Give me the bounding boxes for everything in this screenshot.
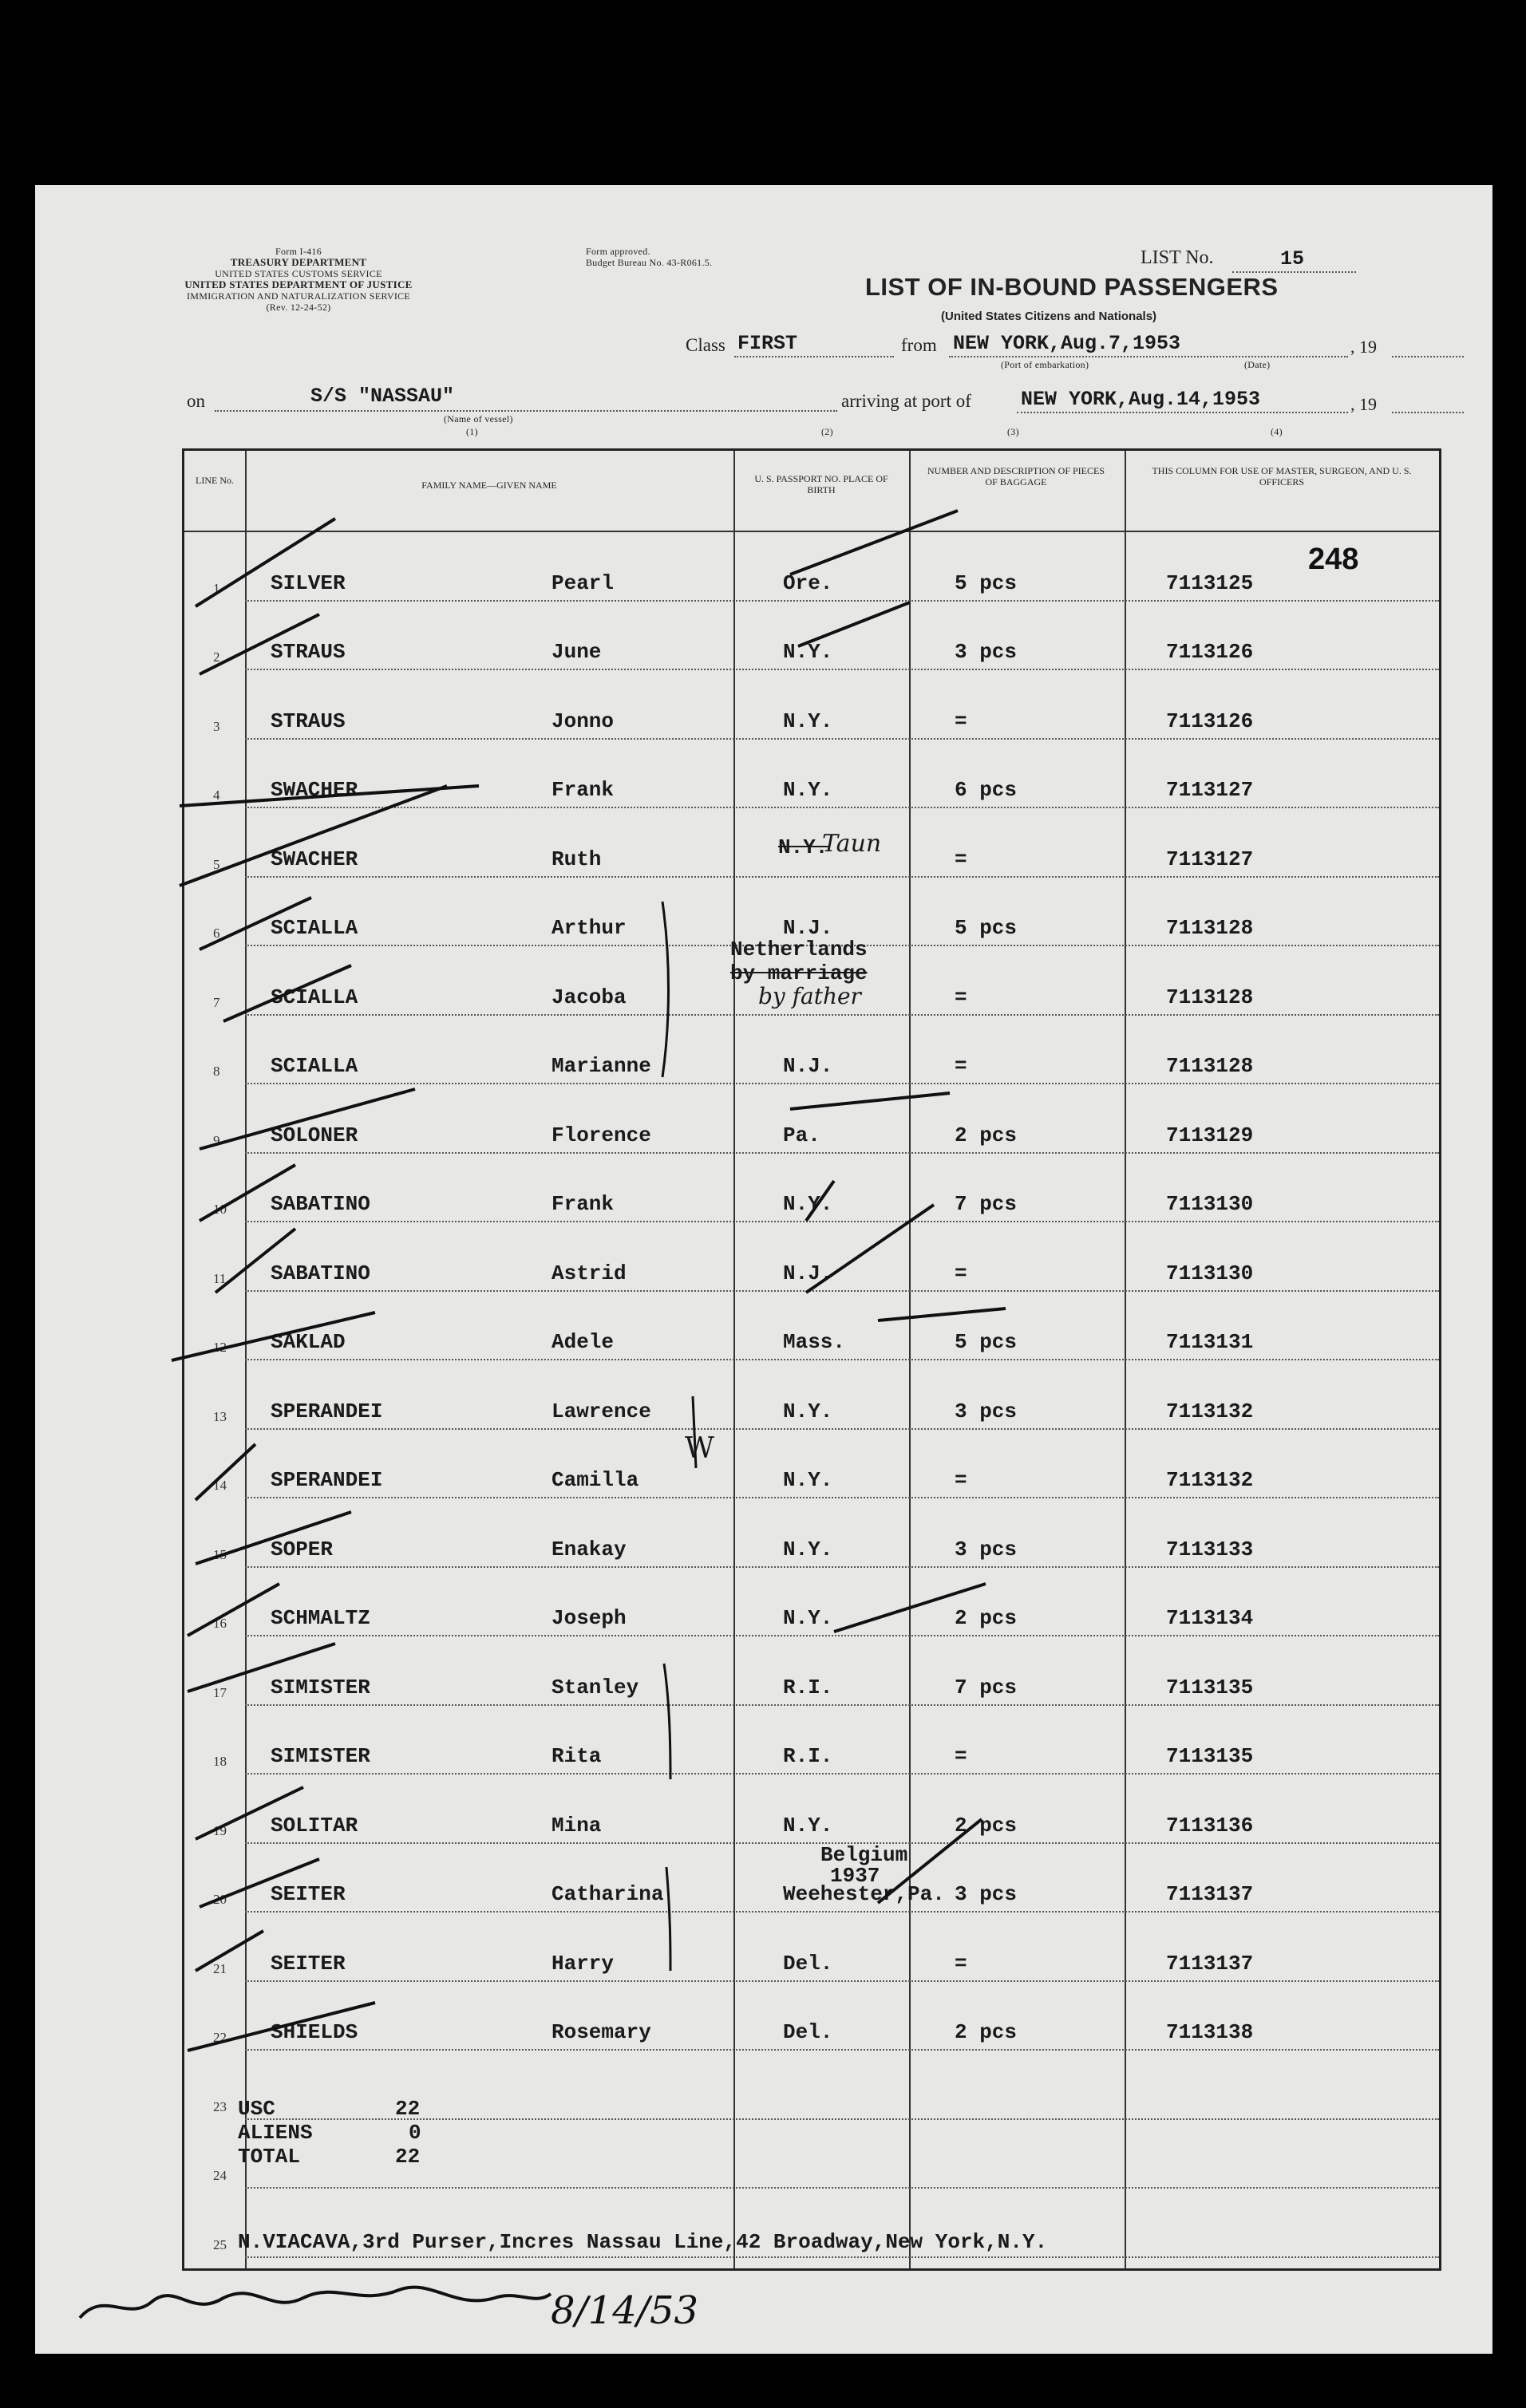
officer-code: 7113130	[1166, 1192, 1254, 1216]
arriving-value: NEW YORK,Aug.14,1953	[1021, 388, 1261, 411]
family-name: SOPER	[271, 1537, 334, 1561]
place-of-birth: N.Y.	[783, 778, 833, 802]
line-number: 18	[213, 1754, 227, 1769]
check-mark	[806, 1205, 934, 1293]
place-of-birth: Mass.	[783, 1330, 846, 1354]
given-name: Jonno	[551, 709, 615, 733]
bracket-mark	[662, 902, 669, 1077]
count-annotation: 248	[1308, 543, 1359, 576]
line-number: 21	[213, 1960, 227, 1976]
check-mark	[200, 614, 319, 674]
place-of-birth: N.Y.	[783, 640, 833, 664]
check-mark	[200, 1089, 415, 1149]
place-of-birth: Ore.	[783, 570, 833, 595]
page-subtitle: (United States Citizens and Nationals)	[941, 310, 1157, 323]
col-header-line: LINE No.	[196, 475, 234, 486]
officer-code: 7113133	[1166, 1537, 1254, 1561]
baggage-count: 2 pcs	[955, 2020, 1018, 2044]
family-name: SCIALLA	[271, 1054, 358, 1078]
given-name: Rita	[551, 1744, 602, 1768]
place-of-birth: N.Y.	[783, 1606, 833, 1630]
family-name: SPERANDEI	[271, 1399, 383, 1423]
place-of-birth: N.J.	[783, 1054, 833, 1078]
check-mark	[200, 1859, 319, 1907]
given-name: Enakay	[551, 1537, 627, 1561]
line-number: 8	[213, 1064, 220, 1079]
baggage-count: 2 pcs	[955, 1813, 1018, 1838]
belgium-year-note: 1937	[830, 1864, 880, 1888]
given-name: Astrid	[551, 1261, 627, 1285]
port-embarkation-note: (Port of embarkation)	[1001, 359, 1089, 370]
check-mark	[790, 511, 958, 574]
given-name: Frank	[551, 778, 615, 802]
given-name: Mina	[551, 1813, 602, 1838]
baggage-count: =	[955, 1468, 967, 1492]
baggage-count: =	[955, 1951, 967, 1976]
officer-code: 7113127	[1166, 778, 1254, 802]
from-caption: from	[901, 335, 937, 355]
given-name: Ruth	[551, 847, 602, 871]
form-number: Form I-416	[275, 246, 322, 257]
usc-value: 22	[395, 2097, 421, 2121]
line-number: 15	[213, 1546, 227, 1562]
given-name: Lawrence	[551, 1399, 651, 1423]
place-of-birth: N.Y.	[783, 1813, 833, 1838]
ruth-birth-note: N.Y.	[778, 835, 828, 859]
line-number: 14	[213, 1478, 227, 1493]
place-of-birth: N.Y.	[783, 1537, 833, 1561]
given-name: Catharina	[551, 1882, 664, 1906]
baggage-count: 3 pcs	[955, 1537, 1018, 1561]
line-number: 25	[213, 2236, 227, 2252]
baggage-count: =	[955, 985, 967, 1009]
officer-code: 7113131	[1166, 1330, 1254, 1354]
baggage-count: =	[955, 1054, 967, 1078]
baggage-count: 2 pcs	[955, 1606, 1018, 1630]
line-number: 10	[213, 1202, 227, 1217]
family-name: SABATINO	[271, 1192, 370, 1216]
check-mark	[790, 1093, 950, 1109]
date-note: (Date)	[1244, 359, 1271, 370]
bracket-mark	[666, 1867, 670, 1971]
bracket-mark	[664, 1664, 670, 1779]
check-mark	[188, 2003, 375, 2051]
check-mark	[196, 1787, 303, 1839]
year-suffix-1: , 19	[1350, 337, 1377, 357]
baggage-count: 5 pcs	[955, 570, 1018, 595]
check-mark	[223, 965, 351, 1021]
place-of-birth: N.Y.	[783, 1468, 833, 1492]
family-name: SIMISTER	[271, 1675, 370, 1699]
given-name: Stanley	[551, 1675, 639, 1699]
line-number: 9	[213, 1132, 220, 1148]
colnum-2: (2)	[821, 426, 833, 437]
on-caption: on	[187, 391, 205, 411]
place-of-birth: N.Y.	[783, 1192, 833, 1216]
customs-label: UNITED STATES CUSTOMS SERVICE	[215, 268, 382, 279]
check-mark	[806, 1181, 834, 1221]
check-mark	[188, 1644, 335, 1692]
list-no-caption: LIST No.	[1141, 247, 1214, 268]
colnum-1: (1)	[466, 426, 478, 437]
line-number: 7	[213, 994, 220, 1010]
place-of-birth: R.I.	[783, 1744, 833, 1768]
line-number: 23	[213, 2098, 227, 2114]
colnum-4: (4)	[1271, 426, 1283, 437]
family-name: SAKLAD	[271, 1330, 346, 1354]
line-number: 24	[213, 2168, 227, 2183]
total-value: 22	[395, 2145, 421, 2169]
place-of-birth: Del.	[783, 1951, 833, 1976]
line-number: 12	[213, 1340, 227, 1355]
family-name: SOLONER	[271, 1123, 358, 1147]
officer-code: 7113126	[1166, 709, 1254, 733]
check-mark	[196, 519, 335, 606]
budget-bureau-label: Budget Bureau No. 43-R061.5.	[586, 257, 713, 268]
baggage-count: 3 pcs	[955, 1882, 1018, 1906]
vessel-note: (Name of vessel)	[444, 413, 513, 424]
line-number: 2	[213, 649, 220, 665]
handwritten-signature	[80, 2288, 551, 2318]
aliens-label: ALIENS	[238, 2121, 313, 2145]
officer-code: 7113136	[1166, 1813, 1254, 1838]
family-name: STRAUS	[271, 640, 346, 664]
bracket-mark	[693, 1396, 696, 1468]
given-name: Joseph	[551, 1606, 627, 1630]
baggage-count: =	[955, 1261, 967, 1285]
class-value: FIRST	[737, 332, 798, 355]
place-of-birth: R.I.	[783, 1675, 833, 1699]
baggage-count: 5 pcs	[955, 1330, 1018, 1354]
revision-label: (Rev. 12-24-52)	[266, 302, 331, 313]
netherlands-note: Netherlands	[730, 938, 868, 961]
check-mark	[196, 1512, 351, 1564]
check-mark	[878, 1309, 1006, 1320]
baggage-count: =	[955, 709, 967, 733]
check-mark	[188, 1584, 279, 1636]
check-mark	[834, 1584, 986, 1632]
officer-code: 7113137	[1166, 1951, 1254, 1976]
check-mark	[196, 1444, 255, 1500]
officer-code: 7113138	[1166, 2020, 1254, 2044]
officer-code: 7113134	[1166, 1606, 1254, 1630]
baggage-count: 7 pcs	[955, 1675, 1018, 1699]
given-name: Camilla	[551, 1468, 639, 1492]
given-name: Adele	[551, 1330, 615, 1354]
check-mark	[878, 1819, 982, 1903]
baggage-count: 6 pcs	[955, 778, 1018, 802]
family-name: SWACHER	[271, 847, 358, 871]
family-name: SHIELDS	[271, 2020, 358, 2044]
check-mark	[200, 898, 311, 949]
belgium-note: Belgium	[820, 1843, 908, 1867]
line-number: 22	[213, 2030, 227, 2045]
family-name: SCIALLA	[271, 916, 358, 940]
place-of-birth: Pa.	[783, 1123, 820, 1147]
line-number: 5	[213, 856, 220, 872]
check-mark	[196, 1931, 263, 1971]
justice-label: UNITED STATES DEPARTMENT OF JUSTICE	[184, 278, 413, 290]
given-name: Harry	[551, 1951, 615, 1976]
place-of-birth: N.Y.	[783, 1399, 833, 1423]
officer-code: 7113128	[1166, 985, 1254, 1009]
given-name: Jacoba	[551, 985, 627, 1009]
officer-code: 7113132	[1166, 1399, 1254, 1423]
class-caption: Class	[686, 335, 725, 355]
colnum-3: (3)	[1007, 426, 1019, 437]
baggage-count: =	[955, 1744, 967, 1768]
page-title: LIST OF IN-BOUND PASSENGERS	[865, 273, 1279, 301]
col-header-officer: THIS COLUMN FOR USE OF MASTER, SURGEON, AND U. S. OFFICERS	[1152, 465, 1412, 488]
baggage-count: 7 pcs	[955, 1192, 1018, 1216]
line-number: 13	[213, 1408, 227, 1424]
total-label: TOTAL	[238, 2145, 301, 2169]
line-number: 11	[213, 1270, 227, 1286]
given-name: Florence	[551, 1123, 651, 1147]
officer-code: 7113129	[1166, 1123, 1254, 1147]
family-name: SPERANDEI	[271, 1468, 383, 1492]
family-name: SOLITAR	[271, 1813, 358, 1838]
line-number: 19	[213, 1822, 227, 1838]
given-name: Frank	[551, 1192, 615, 1216]
given-name: Pearl	[551, 570, 615, 595]
baggage-count: =	[955, 847, 967, 871]
officer-code: 7113132	[1166, 1468, 1254, 1492]
aliens-value: 0	[409, 2121, 421, 2145]
place-of-birth: Del.	[783, 2020, 833, 2044]
check-mark	[215, 1229, 295, 1293]
line-number: 1	[213, 580, 220, 596]
by-father-note: by father	[758, 983, 861, 1009]
baggage-count: 3 pcs	[955, 640, 1018, 664]
officer-code: 7113127	[1166, 847, 1254, 871]
family-name: SEITER	[271, 1951, 346, 1976]
officer-code: 7113128	[1166, 1054, 1254, 1078]
form-approved-label: Form approved.	[586, 246, 650, 257]
usc-label: USC	[238, 2097, 275, 2121]
family-name: STRAUS	[271, 709, 346, 733]
line-number: 17	[213, 1684, 227, 1700]
place-of-birth: Weehester,Pa.	[783, 1882, 945, 1906]
check-mark	[798, 602, 910, 646]
family-name: SABATINO	[271, 1261, 370, 1285]
by-marriage-note: by marriage	[730, 961, 868, 985]
officer-code: 7113128	[1166, 916, 1254, 940]
check-mark	[180, 786, 447, 886]
check-mark	[172, 1313, 375, 1360]
place-of-birth: N.Y.	[783, 709, 833, 733]
col-header-baggage: NUMBER AND DESCRIPTION OF PIECES OF BAGGAGE	[927, 465, 1105, 488]
officer-code: 7113130	[1166, 1261, 1254, 1285]
col-header-name: FAMILY NAME—GIVEN NAME	[421, 480, 557, 491]
officer-code: 7113135	[1166, 1675, 1254, 1699]
officer-code: 7113126	[1166, 640, 1254, 664]
family-name: SILVER	[271, 570, 346, 595]
check-mark	[200, 1165, 295, 1221]
list-number-value: 15	[1280, 247, 1305, 270]
handwritten-date: 8/14/53	[551, 2288, 699, 2333]
col-header-passport: U. S. PASSPORT NO. PLACE OF BIRTH	[754, 473, 888, 495]
line-number: 3	[213, 718, 220, 734]
place-of-birth: N.J.	[783, 916, 833, 940]
arriving-caption: arriving at port of	[841, 391, 971, 411]
baggage-count: 3 pcs	[955, 1399, 1018, 1423]
officer-code: 7113135	[1166, 1744, 1254, 1768]
given-name: June	[551, 640, 602, 664]
year-suffix-2: , 19	[1350, 394, 1377, 414]
line-number: 6	[213, 926, 220, 941]
ins-label: IMMIGRATION AND NATURALIZATION SERVICE	[186, 290, 411, 302]
given-name: Marianne	[551, 1054, 651, 1078]
officer-code: 7113125	[1166, 570, 1254, 595]
ruth-written-note: Taun	[822, 830, 882, 858]
line-number: 4	[213, 788, 220, 803]
family-name: SWACHER	[271, 778, 358, 802]
line-number: 16	[213, 1616, 227, 1631]
baggage-count: 5 pcs	[955, 916, 1018, 940]
family-name: SEITER	[271, 1882, 346, 1906]
family-name: SCHMALTZ	[271, 1606, 370, 1630]
family-name: SIMISTER	[271, 1744, 370, 1768]
given-name: Rosemary	[551, 2020, 651, 2044]
from-value: NEW YORK,Aug.7,1953	[953, 332, 1181, 355]
w-mark: W	[685, 1432, 715, 1465]
officer-code: 7113137	[1166, 1882, 1254, 1906]
place-of-birth: N.J.	[783, 1261, 833, 1285]
check-mark	[180, 786, 479, 806]
family-name: SCIALLA	[271, 985, 358, 1009]
purser-signature-line: N.VIACAVA,3rd Purser,Incres Nassau Line,42 Broadway,New York,N.Y.	[238, 2230, 1048, 2254]
vessel-name: S/S "NASSAU"	[310, 385, 455, 408]
line-number: 20	[213, 1892, 227, 1907]
given-name: Arthur	[551, 916, 627, 940]
baggage-count: 2 pcs	[955, 1123, 1018, 1147]
treasury-label: TREASURY DEPARTMENT	[230, 256, 367, 268]
